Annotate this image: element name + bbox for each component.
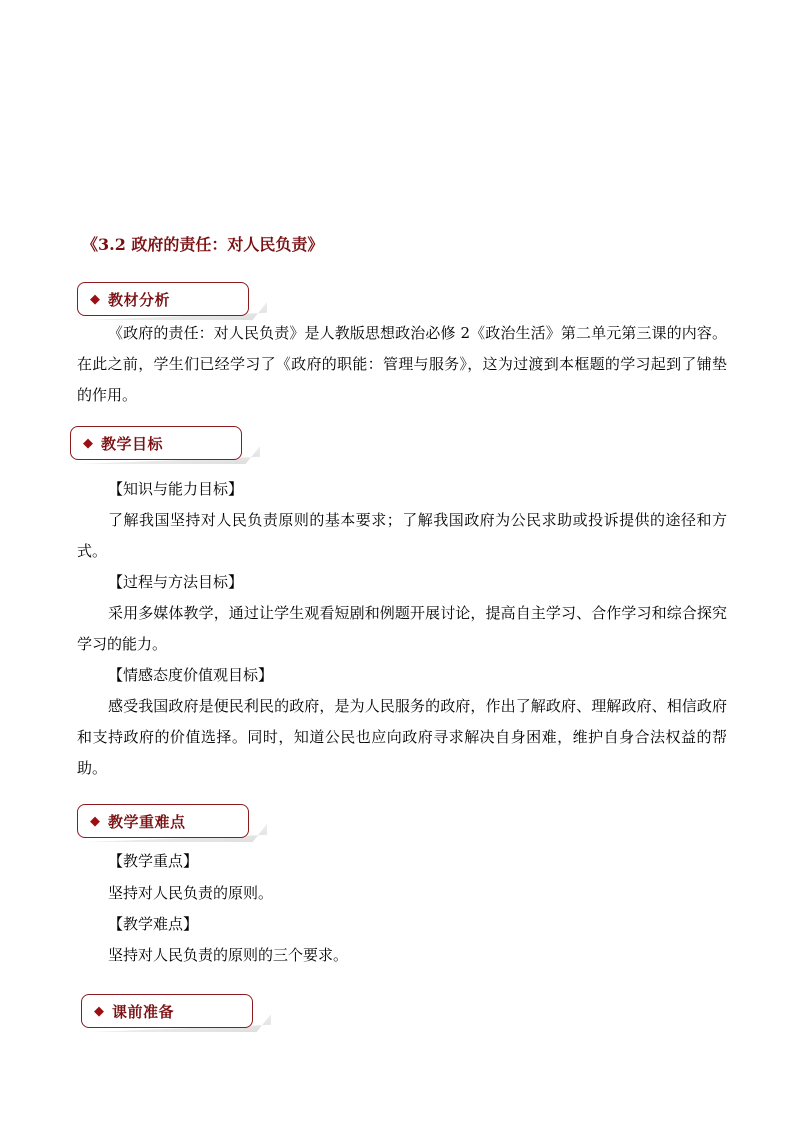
- diamond-icon: ◆: [90, 291, 100, 307]
- difficult-point-text: 坚持对人民负责的原则的三个要求。: [108, 946, 349, 964]
- diamond-icon: ◆: [90, 813, 100, 829]
- diamond-icon: ◆: [94, 1003, 104, 1019]
- section-header-label: 教学重难点: [108, 812, 186, 831]
- emotion-goal-text: 感受我国政府是便民利民的政府，是为人民服务的政府，作出了解政府、理解政府、相信政府和支持政府的价值选择。同时，知道公民也应向政府寻求解决自身困难，维护自身合法权益的帮助。: [77, 697, 727, 777]
- textbook-analysis-paragraph: 《政府的责任：对人民负责》是人教版思想政治必修 2《政治生活》第二单元第三课的内容。在此之前，学生们已经学习了《政府的职能：管理与服务》，这为过渡到本框题的学习起到了铺垫的作用。: [77, 324, 727, 404]
- emotion-goal-title: 【情感态度价值观目标】: [108, 666, 274, 684]
- diamond-icon: ◆: [83, 435, 93, 451]
- key-point-text: 坚持对人民负责的原则。: [108, 884, 274, 902]
- process-goal-text: 采用多媒体教学，通过让学生观看短剧和例题开展讨论，提高自主学习、合作学习和综合探究学习的能力。: [77, 604, 727, 653]
- header-box: [81, 994, 253, 1028]
- page-title: 《3.2 政府的责任：对人民负责》: [82, 235, 324, 254]
- knowledge-goal-title: 【知识与能力目标】: [108, 480, 244, 498]
- header-box: [77, 282, 249, 316]
- section-header-label: 教学目标: [101, 434, 164, 453]
- difficult-point-title: 【教学难点】: [108, 915, 199, 933]
- knowledge-goal-text: 了解我国坚持对人民负责原则的基本要求；了解我国政府为公民求助或投诉提供的途径和方式。: [77, 511, 727, 560]
- section-header-label: 课前准备: [112, 1002, 175, 1021]
- header-box: [70, 426, 242, 460]
- section-header-label: 教材分析: [108, 290, 171, 309]
- process-goal-title: 【过程与方法目标】: [108, 573, 244, 591]
- key-point-title: 【教学重点】: [108, 852, 199, 870]
- header-box: [77, 804, 249, 838]
